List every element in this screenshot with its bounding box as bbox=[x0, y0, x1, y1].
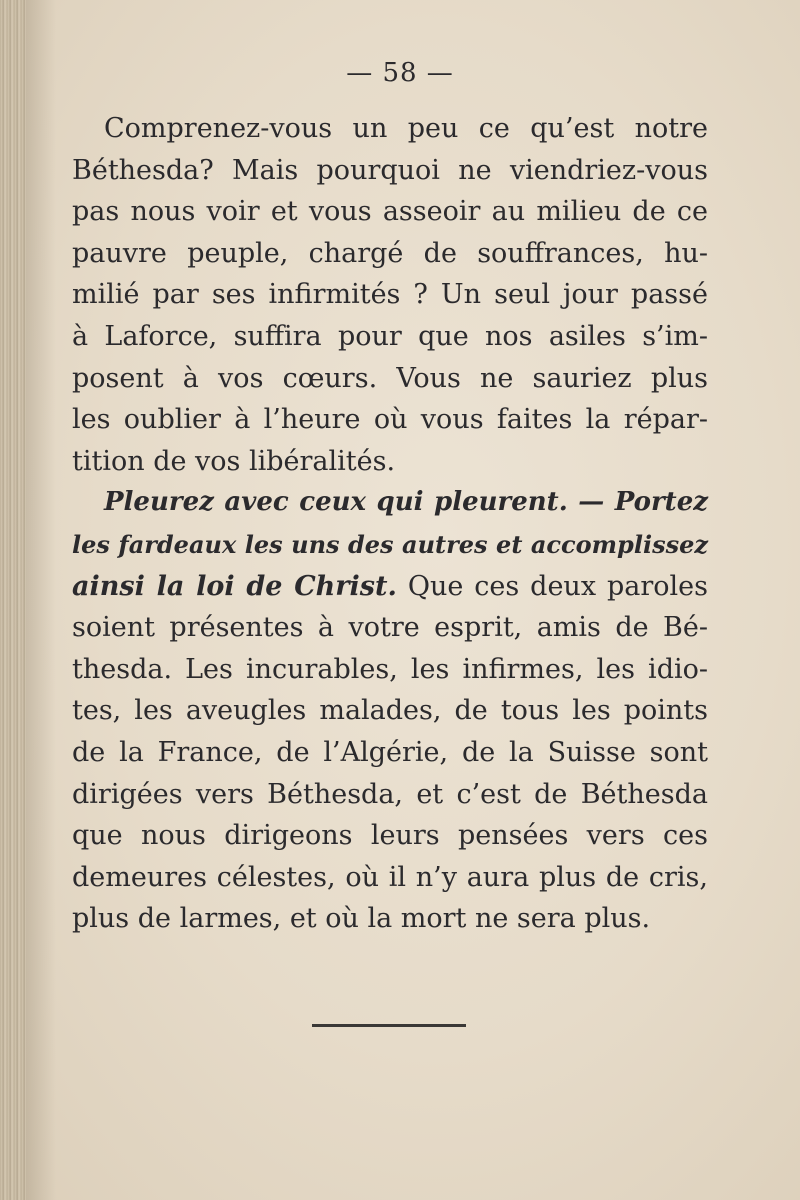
italic-quote-end: ainsi la loi de Christ. bbox=[72, 570, 397, 602]
gutter-shadow bbox=[26, 0, 56, 1200]
page-number: — 58 — bbox=[346, 58, 454, 88]
body-text bbox=[72, 108, 708, 940]
text-line: dirigées vers Béthesda, et c’est de Béthesda bbox=[72, 778, 708, 810]
text-line: tes, les aveugles malades, de tous les points bbox=[72, 695, 708, 727]
italic-quote-line: Pleurez avec ceux qui pleurent. — Portez bbox=[104, 487, 708, 518]
text-line: thesda. Les incurables, les infirmes, les idio- bbox=[72, 653, 708, 685]
text-line: plus de larmes, et où la mort ne sera plus. bbox=[72, 903, 651, 935]
text-line: demeures célestes, où il n’y aura plus de cris, bbox=[72, 861, 708, 893]
text-line-mixed bbox=[72, 566, 708, 608]
text-line: tition de vos libéralités. bbox=[72, 445, 396, 477]
text-line: que nous dirigeons leurs pensées vers ces bbox=[72, 820, 708, 852]
closing-rule bbox=[312, 1024, 466, 1027]
text-line: soient présentes à votre esprit, amis de Bé- bbox=[72, 612, 708, 644]
text-line: Béthesda? Mais pourquoi ne viendriez-vous bbox=[72, 154, 708, 186]
text-fragment: Que ces deux paroles bbox=[407, 570, 708, 602]
text-line: de la France, de l’Algérie, de la Suisse sont bbox=[72, 736, 708, 768]
text-line: pas nous voir et vous asseoir au milieu de ce bbox=[72, 196, 708, 228]
italic-quote-line: les fardeaux les uns des autres et accomplissez bbox=[72, 529, 708, 559]
text-line: les oublier à l’heure où vous faites la répar- bbox=[72, 404, 708, 436]
text-line: posent à vos cœurs. Vous ne sauriez plus bbox=[72, 362, 708, 394]
text-line: milié par ses infirmités ? Un seul jour passé bbox=[72, 279, 708, 311]
text-line: à Laforce, suffira pour que nos asiles s’im- bbox=[72, 320, 708, 352]
page-gutter bbox=[0, 0, 26, 1200]
text-line: pauvre peuple, chargé de souffrances, hu- bbox=[72, 237, 708, 269]
text-line: Comprenez-vous un peu ce qu’est notre bbox=[104, 113, 708, 144]
